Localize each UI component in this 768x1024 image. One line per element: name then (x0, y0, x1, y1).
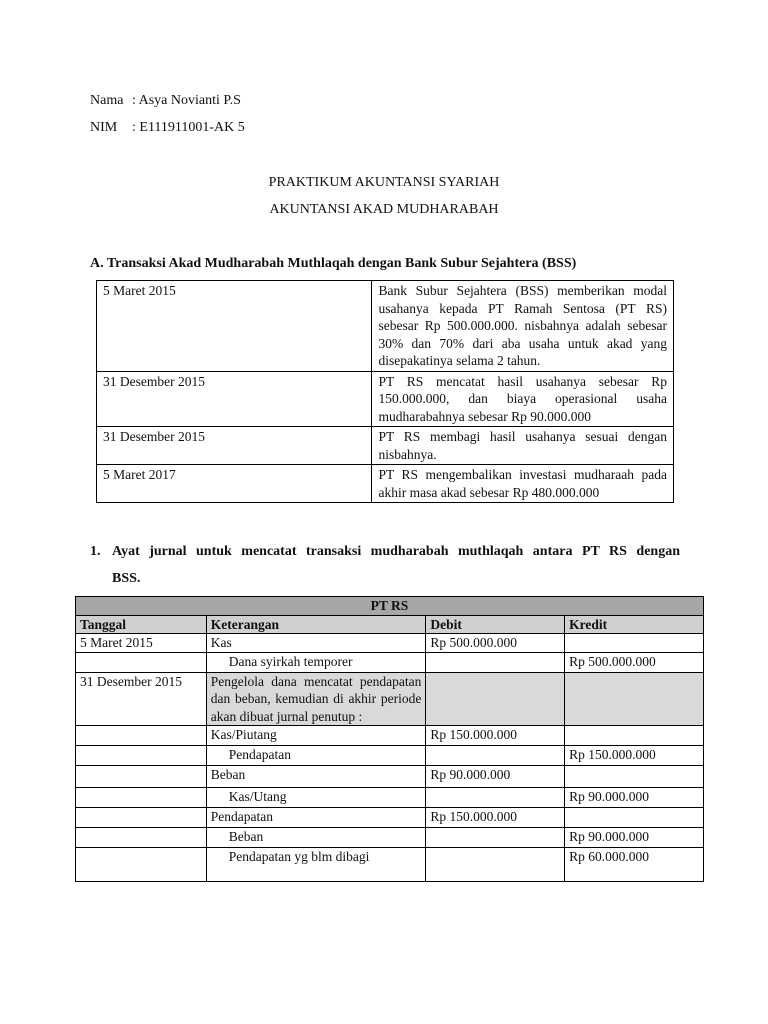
table-row (97, 427, 674, 465)
document-subtitle: AKUNTANSI AKAD MUDHARABAH (269, 202, 499, 217)
journal-debit: Rp 90.000.000 (426, 766, 565, 788)
journal-date (76, 808, 207, 828)
journal-table (75, 596, 704, 882)
journal-debit (426, 828, 565, 848)
journal-description: Pendapatan (206, 808, 426, 828)
transaction-date: 5 Maret 2017 (97, 465, 372, 503)
transaction-date: 31 Desember 2015 (97, 371, 372, 427)
column-header-credit: Kredit (565, 615, 704, 634)
journal-description: Beban (206, 828, 426, 848)
transaction-description: PT RS mengembalikan investasi mudharaah pada akhir masa akad sebesar Rp 480.000.000 (372, 465, 674, 503)
journal-date (76, 848, 207, 882)
section-a-heading: A. Transaksi Akad Mudharabah Muthlaqah dengan Bank Subur Sejahtera (BSS) (90, 256, 577, 271)
journal-debit (426, 672, 565, 726)
table-row (76, 746, 704, 766)
table-row (76, 652, 704, 672)
journal-description: Pengelola dana mencatat pendapatan dan beban, kemudian di akhir periode akan dibuat jurnal penutup : (206, 672, 426, 726)
table-row (76, 766, 704, 788)
question-1 (90, 538, 680, 592)
table-row (97, 371, 674, 427)
table-row (76, 808, 704, 828)
column-header-description: Keterangan (206, 615, 426, 634)
journal-description: Kas (206, 634, 426, 653)
journal-credit: Rp 60.000.000 (565, 848, 704, 882)
journal-credit (565, 634, 704, 653)
question-number: 1. (90, 544, 101, 559)
journal-description: Pendapatan yg blm dibagi (206, 848, 426, 882)
journal-description: Dana syirkah temporer (206, 652, 426, 672)
journal-date (76, 788, 207, 808)
journal-debit: Rp 150.000.000 (426, 808, 565, 828)
table-row (97, 281, 674, 372)
name-value: : Asya Novianti P.S (132, 93, 241, 108)
journal-date (76, 652, 207, 672)
journal-credit (565, 726, 704, 746)
journal-credit: Rp 150.000.000 (565, 746, 704, 766)
journal-description: Kas/Utang (206, 788, 426, 808)
journal-debit (426, 746, 565, 766)
journal-date: 5 Maret 2015 (76, 634, 207, 653)
journal-credit (565, 766, 704, 788)
transaction-description: PT RS mencatat hasil usahanya sebesar Rp 150.000.000, dan biaya operasional usaha mudharabahnya sebesar Rp 90.000.000 (372, 371, 674, 427)
table-row (76, 726, 704, 746)
journal-debit: Rp 500.000.000 (426, 634, 565, 653)
journal-debit (426, 848, 565, 882)
table-row (76, 634, 704, 653)
name-line (90, 93, 241, 109)
journal-date: 31 Desember 2015 (76, 672, 207, 726)
journal-description: Kas/Piutang (206, 726, 426, 746)
journal-date (76, 766, 207, 788)
journal-credit: Rp 90.000.000 (565, 828, 704, 848)
journal-description: Pendapatan (206, 746, 426, 766)
nim-label: NIM (90, 120, 118, 135)
journal-debit (426, 652, 565, 672)
table-row (76, 788, 704, 808)
journal-description: Beban (206, 766, 426, 788)
nim-value: : E111911001-AK 5 (132, 120, 245, 135)
journal-debit: Rp 150.000.000 (426, 726, 565, 746)
journal-title: PT RS (76, 597, 704, 616)
journal-date (76, 828, 207, 848)
transaction-date: 31 Desember 2015 (97, 427, 372, 465)
document-title: PRAKTIKUM AKUNTANSI SYARIAH (268, 175, 500, 190)
journal-credit (565, 808, 704, 828)
column-header-date: Tanggal (76, 615, 207, 634)
journal-debit (426, 788, 565, 808)
journal-date (76, 746, 207, 766)
journal-date (76, 726, 207, 746)
name-label: Nama (90, 93, 124, 108)
transaction-description: PT RS membagi hasil usahanya sesuai dengan nisbahnya. (372, 427, 674, 465)
nim-line (90, 120, 245, 136)
question-text-line-2: BSS. (112, 571, 141, 586)
journal-credit (565, 672, 704, 726)
table-row (97, 465, 674, 503)
transaction-date: 5 Maret 2015 (97, 281, 372, 372)
table-row (76, 828, 704, 848)
journal-credit: Rp 500.000.000 (565, 652, 704, 672)
question-text-line-1: Ayat jurnal untuk mencatat transaksi mudharabah muthlaqah antara PT RS dengan (112, 544, 680, 559)
journal-credit: Rp 90.000.000 (565, 788, 704, 808)
column-header-debit: Debit (426, 615, 565, 634)
table-row (76, 672, 704, 726)
transaction-table (96, 280, 674, 503)
table-row (76, 848, 704, 882)
transaction-description: Bank Subur Sejahtera (BSS) memberikan modal usahanya kepada PT Ramah Sentosa (PT RS) sebesar Rp 500.000.000. nisbahnya adalah sebesar 30% dan 70% dari aba usaha untuk akad yang disepakatinya selama 2 tahun. (372, 281, 674, 372)
